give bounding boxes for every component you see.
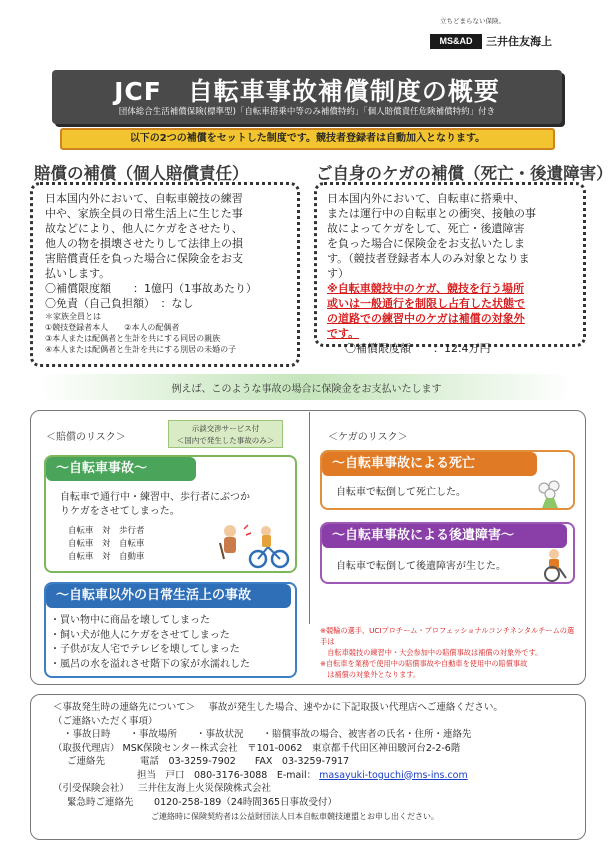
disability-accident-head: ～自転車事故による後遺障害～ (322, 524, 567, 548)
bicycle-accident-card (44, 455, 297, 573)
page-subtitle: 団体総合生活補償保険(標準型)「自転車搭乗中等のみ補償特約」「個人賠償責任危険補償特約」付き (118, 107, 496, 117)
daily-life-accident-head: ～自転車以外の日常生活上の事故 (46, 584, 291, 608)
death-accident-card (320, 450, 575, 510)
bicycle-accident-head: ～自転車事故～ (46, 457, 196, 481)
company-name: 三井住友海上 (486, 35, 552, 48)
notice-banner: 以下の2つの補償をセットした制度です。競技者登録者は自動加入となります。 (60, 128, 555, 150)
daily-life-items: ・買い物中に商品を壊してしまった ・飼い犬が他人にケガをさせてしまった ・子供が友人宅でテレビを壊してしまった ・風呂の水を溢れさせ階下の家が水濡れした (50, 615, 250, 670)
emergency-label: 緊急時ご連絡先 (67, 796, 134, 808)
injury-exclusion: ※自転車競技中のケガ、競技を行う場所 或いは一般通行を制限し占有した状態で の道路での練習中のケガは補償の対象外 です。 (327, 282, 525, 340)
daily-life-accident-card (44, 582, 297, 678)
injury-limit: 〇補償限度額 ：12.4万円 (345, 342, 491, 355)
collision-illustration-icon (214, 519, 292, 569)
contact-footnote: ご連絡時に保険契約者は公益財団法人日本自転車競技連盟とお申し出ください。 (151, 812, 439, 821)
injury-risk-title: ＜ケガのリスク＞ (328, 432, 408, 443)
brand-tagline: 立ちどまらない保険。 (440, 17, 505, 25)
injury-body: 日本国内外において、自転車に搭乗中、 または運行中の自転車との衝突、接触の事 故によってケガをして、死亡・後遺障害 を負った場合に保険金をお支払いたしま す。（競技者登録者本人のみ対象となりま す） (327, 192, 536, 280)
disability-accident-text: 自転車で転倒して後遺障害が生じた。 (336, 561, 506, 572)
accident-pairs: 自転車 対 歩行者 自転車 対 自転車 自転車 対 自動車 (68, 526, 145, 562)
agency-label: （取扱代理店） (53, 742, 120, 754)
items-label: （ご連絡いただく事項） (53, 715, 158, 727)
risk-divider (309, 412, 310, 624)
liability-deductible: 〇免責（自己負担額） ：なし (45, 297, 194, 310)
death-accident-head: ～自転車事故による死亡 (322, 452, 537, 476)
exclusion-warnings: ※競輪の選手、UCIプロチーム・プロフェッショナルコンチネンタルチームの選手は 自転車競技の練習中・大会参加中の賠償事故は補償の対象外です。 ※自転車を業務で使用中の賠償事故や自動車を使用中の賠償事故 は補償の対象外となります。 (320, 626, 575, 679)
contact-title: ＜事故発生時の連絡先について＞ (53, 702, 196, 713)
family-notes: ＊家族全員とは ①競技登録者本人 ②本人の配偶者 ③本人または配偶者と生計を共にする同居の親族 ④本人または配偶者と生計を共にする別居の未婚の子 (45, 312, 237, 354)
email-link[interactable]: masayuki-toguchi@ms-ins.com (319, 769, 468, 781)
disability-accident-card (320, 522, 575, 584)
agency-info: MSK保険センター株式会社 〒101-0062 東京都千代田区神田駿河台2-2-6階 (122, 742, 461, 754)
insurer-name: 三井住友海上火災保険株式会社 (138, 783, 272, 794)
liability-heading: 賠償の補償（個人賠償責任） (34, 164, 249, 183)
death-accident-text: 自転車で転倒して死亡した。 (336, 487, 466, 498)
contact-section (30, 694, 586, 840)
insurer-label: （引受保険会社） (53, 783, 130, 794)
page-title: JCF 自転車事故補償制度の概要 (114, 77, 500, 106)
injury-heading: ご自身のケガの補償（死亡・後遺障害） (316, 164, 613, 183)
agency-phone: 電話 03-3259-7902 FAX 03-3259-7917 (140, 756, 350, 767)
liability-body: 日本国内外において、自転車競技の練習 中や、家族全員の日常生活上に生じた事 故などにより、他人にケガをさせたり、 他人の物を損壊させたりして法律上の損 害賠償責任を負った場合に保険金をお支 払いします。 (45, 192, 243, 280)
report-items: ・事故日時 ・事故場所 ・事故状況 ・賠償事故の場合、被害者の氏名・住所・連絡先 (63, 729, 472, 740)
liability-box (30, 182, 300, 367)
liability-limit: 〇補償限度額 ：1億円（1事故あたり） (45, 282, 257, 295)
example-banner-text: 例えば、このような事故の場合に保険金をお支払いたします (171, 384, 442, 395)
emergency-number: 0120-258-189（24時間365日事故受付） (154, 796, 338, 808)
bicycle-accident-text: 自転車で通行中・練習中、歩行者にぶつか りケガをさせてしまった。 (60, 492, 250, 517)
liability-risk-title: ＜賠償のリスク＞ (46, 432, 126, 443)
flower-bouquet-icon (530, 480, 570, 508)
contact-label: ご連絡先 (67, 756, 106, 767)
msad-logo: MS&AD (430, 34, 482, 49)
injury-box (314, 182, 586, 355)
agency-person: 担当 戸口 080-3176-3088 E-mail： (137, 769, 317, 781)
wheelchair-icon (536, 548, 572, 582)
settlement-tag: 示談交渉サービス付 ＜国内で発生した事故のみ＞ (168, 420, 283, 448)
contact-title-note: 事故が発生した場合、速やかに下記取扱い代理店へご連絡ください。 (208, 702, 503, 713)
